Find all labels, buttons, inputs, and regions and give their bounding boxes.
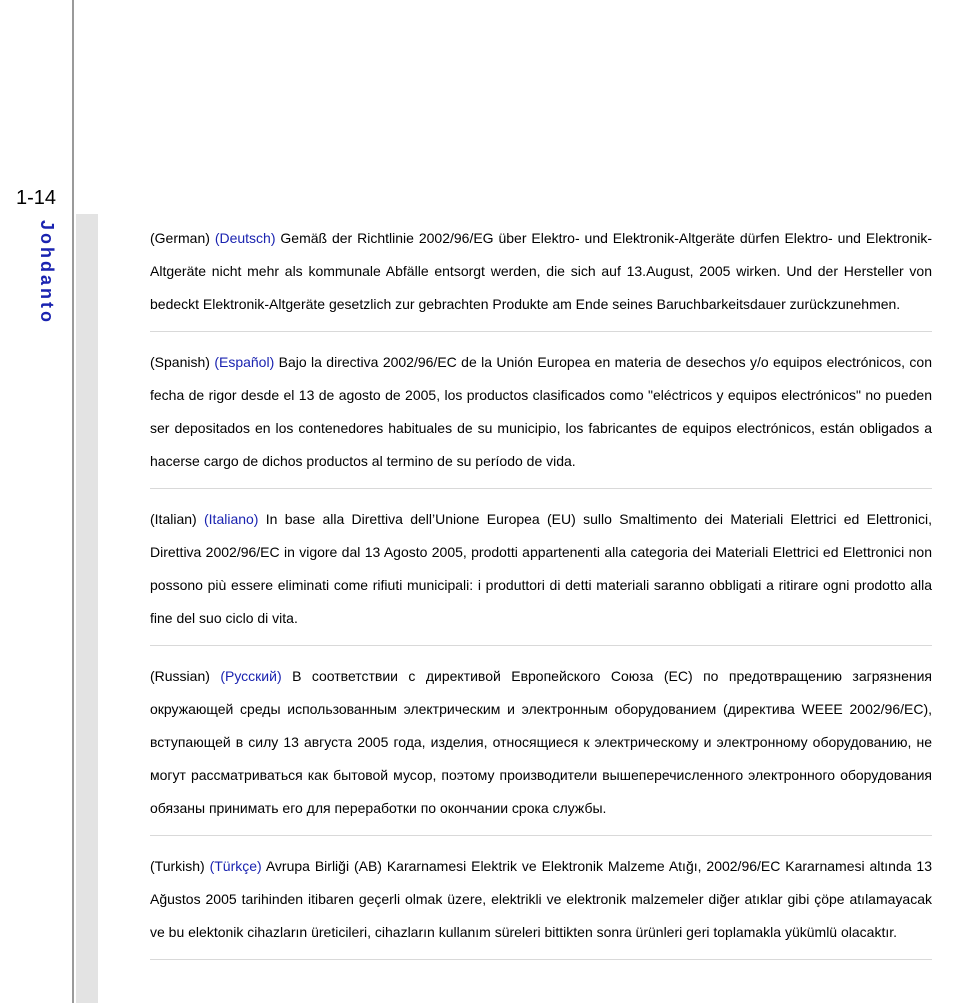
native-language-label: (Italiano) — [204, 511, 259, 527]
section-turkish — [150, 850, 932, 960]
paragraph-turkish — [150, 850, 932, 949]
paragraph-russian — [150, 660, 932, 825]
paragraph-text: В соответствии с директивой Европейского Союза (ЕС) по предотвращению загрязнения окружающей среды использованным электрическим и электронным оборудованием (директива WEEE 2002/96/EC), вступающей в силу 13 августа 2005 года, изделия, относящиеся к электрическому и электронному оборудованию, не могут рассматриваться как бытовой мусор, поэтому производители вышеперечисленного электронного оборудования обязаны принимать его для переработки по окончании срока службы. — [150, 668, 933, 816]
native-language-label: (Deutsch) — [214, 230, 276, 246]
section-spanish — [150, 346, 932, 489]
paragraph-italian — [150, 503, 932, 635]
language-label: (German) — [150, 230, 210, 246]
left-margin-rule — [72, 0, 74, 1003]
paragraph-spanish — [150, 346, 932, 478]
paragraph-german — [150, 222, 932, 321]
native-language-label: (Русский) — [220, 668, 282, 684]
left-gray-band — [76, 214, 98, 1003]
paragraph-text: Gemäß der Richtlinie 2002/96/EG über Elektro- und Elektronik-Altgeräte dürfen Elektro- und Elektronik-Altgeräte nicht mehr als kommunale Abfälle entsorgt werden, die sich auf 13.August, 2005 wirken. Und der Hersteller von bedeckt Elektronik-Altgeräte gesetzlich zur gebrachten Produkte am Ende seines Baruchbarkeitsdauer zurückzunehmen. — [150, 230, 932, 312]
page-number: 1-14 — [15, 187, 57, 209]
paragraph-text: In base alla Direttiva dell’Unione Europea (EU) sullo Smaltimento dei Materiali Elettrici ed Elettronici, Direttiva 2002/96/EC in vigore dal 13 Agosto 2005, prodotti appartenenti alla categoria dei Materiali Elettrici ed Elettronici non possono più essere eliminati come rifiuti municipali: i produttori di detti materiali saranno obbligati a ritirare ogni prodotto alla fine del suo ciclo di vita. — [150, 511, 932, 626]
paragraph-text: Bajo la directiva 2002/96/EC de la Unión Europea en materia de desechos y/o equipos electrónicos, con fecha de rigor desde el 13 de agosto de 2005, los productos clasificados como "eléctricos y equipos electrónicos" no pueden ser depositados en los contenedores habituales de su municipio, los fabricantes de equipos electrónicos, están obligados a hacerse cargo de dichos productos al termino de su período de vida. — [150, 354, 932, 469]
section-russian — [150, 660, 932, 836]
native-language-label: (Español) — [214, 354, 275, 370]
native-language-label: (Türkçe) — [209, 858, 262, 874]
paragraph-text: Avrupa Birliği (AB) Kararnamesi Elektrik ve Elektronik Malzeme Atığı, 2002/96/EC Kararnamesi altında 13 Ağustos 2005 tarihinden itibaren geçerli olmak üzere, elektrikli ve elektronik malzemeler diğer atıklar gibi çöpe atılamayacak ve bu elektonik cihazların üreticileri, cihazların kullanım süreleri bittikten sonra ürünleri geri toplamakla yükümlü olacaktır. — [150, 858, 932, 940]
language-label: (Turkish) — [150, 858, 205, 874]
section-brand: Johdanto — [37, 220, 57, 325]
language-label: (Spanish) — [150, 354, 210, 370]
language-label: (Italian) — [150, 511, 197, 527]
language-label: (Russian) — [150, 668, 210, 684]
section-italian — [150, 503, 932, 646]
section-german — [150, 222, 932, 332]
page-content — [150, 222, 932, 974]
